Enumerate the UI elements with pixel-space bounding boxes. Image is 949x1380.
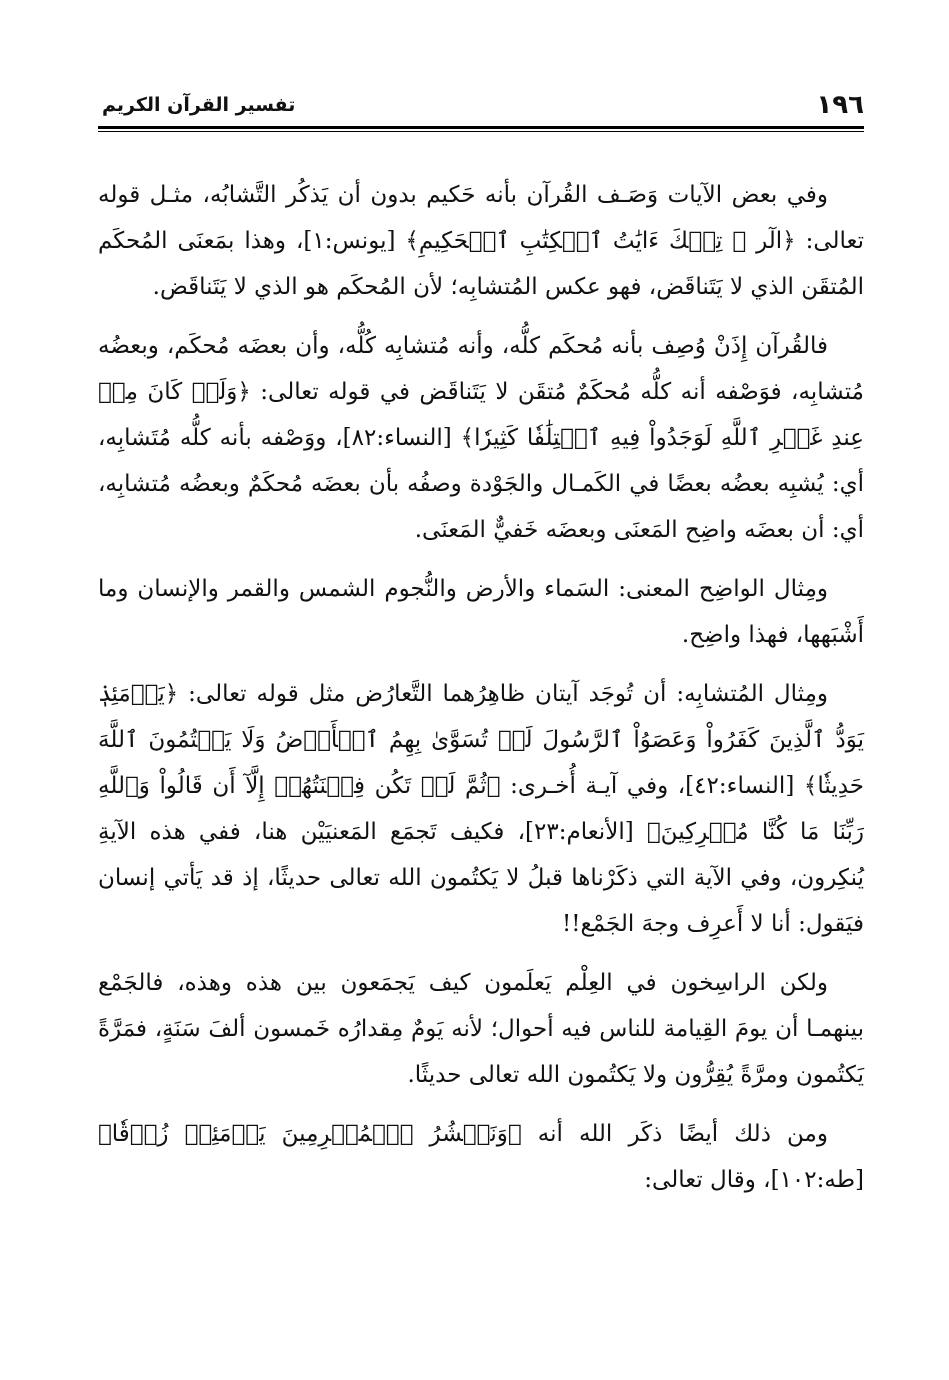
paragraph-3: ومِثال الواضِح المعنى: السَماء والأرض والنُّجوم الشمس والقمر والإنسان وما أَشْبَهها، فهذا واضِح. bbox=[98, 576, 864, 648]
header-rule bbox=[98, 126, 864, 129]
paragraph-6: ومن ذلك أيضًا ذكَر الله أنه ﴿وَنَحۡشُرُ ٱلۡمُجۡرِمِينَ يَوۡمَئِذٖ زُرۡقٗا﴾ [طه:١٠٢]، وقال تعالى: bbox=[98, 1121, 864, 1193]
paragraph-1: وفي بعض الآيات وَصَـف القُرآن بأنه حَكيم بدون أن يَذكُر التَّشابُه، مثـل قوله تعالى: ﴿الٓر ۚ تِلۡكَ ءَايَٰتُ ٱلۡكِتَٰبِ ٱلۡحَكِيمِ﴾ [يونس:١]، وهذا بمَعنَى المُحكَم المُتقَن الذي لا يَتَناقَض، فهو عكس المُتشابِه؛ لأن المُحكَم هو الذي لا يَتَناقَض. bbox=[98, 182, 865, 300]
header-rule-thin bbox=[98, 131, 864, 132]
paragraph-4: ومِثال المُتشابِه: أن تُوجَد آيتان ظاهِرُهما التَّعارُض مثل قوله تعالى: ﴿يَوۡمَئِذٖ يَوَدُّ ٱلَّذِينَ كَفَرُواْ وَعَصَوُاْ ٱلرَّسُولَ لَوۡ تُسَوَّىٰ بِهِمُ ٱلۡأَرۡضُ وَلَا يَكۡتُمُونَ ٱللَّهَ حَدِيثٗا﴾ [النساء:٤٢]، وفي آيـة أُخـرى: ﴿ثُمَّ لَمۡ تَكُن فِتۡنَتُهُمۡ إِلَّآ أَن قَالُواْ وَٱللَّهِ رَبِّنَا مَا كُنَّا مُشۡرِكِينَ﴾ [الأنعام:٢٣]، فكيف تَجمَع المَعنيَيْن هنا، ففي هذه الآيةِ يُنكِرون، وفي الآية التي ذكَرْناها قبلُ لا يَكتُمون الله تعالى حديثًا، إذ قد يَأتي إنسان فيَقول: أنا لا أَعرِف وجهَ الجَمْع!! bbox=[98, 681, 864, 937]
paragraph-2: فالقُرآن إِذَنْ وُصِف بأنه مُحكَم كلُّه، وأنه مُتشابِه كُلُّه، وأن بعضَه مُحكَم، وبعضُه مُتشابِه، فوَصْفه أنه كلُّه مُحكَمٌ مُتقَن لا يَتَناقَض في قوله تعالى: ﴿وَلَوۡ كَانَ مِنۡ عِندِ غَيۡرِ ٱللَّهِ لَوَجَدُواْ فِيهِ ٱخۡتِلَٰفٗا كَثِيرٗا﴾ [النساء:٨٢]، ووَصْفه بأنه كلُّه مُتَشابِه، أي: يُشبِه بعضُه بعضًا في الكَمـال والجَوْدة وصفُه بأن بعضَه مُحكَمٌ وبعضُه مُتشابِه، أي: أن بعضَه واضِح المَعنَى وبعضَه خَفيٌّ المَعنَى. bbox=[98, 333, 864, 543]
paragraph-5: ولكن الراسِخون في العِلْم يَعلَمون كيف يَجمَعون بين هذه وهذه، فالجَمْع بينهمـا أن يومَ القِيامة للناس فيه أحوال؛ لأنه يَومٌ مِقدارُه خَمسون ألفَ سَنَةٍ، فمَرَّةً يَكتُمون ومرَّةً يُقِرُّون ولا يَكتُمون الله تعالى حديثًا. bbox=[98, 970, 864, 1088]
page-number: ١٩٦ bbox=[816, 90, 864, 120]
book-title: تفسير القرآن الكريم bbox=[102, 94, 296, 116]
body-text bbox=[98, 172, 864, 1216]
running-header bbox=[98, 88, 864, 124]
